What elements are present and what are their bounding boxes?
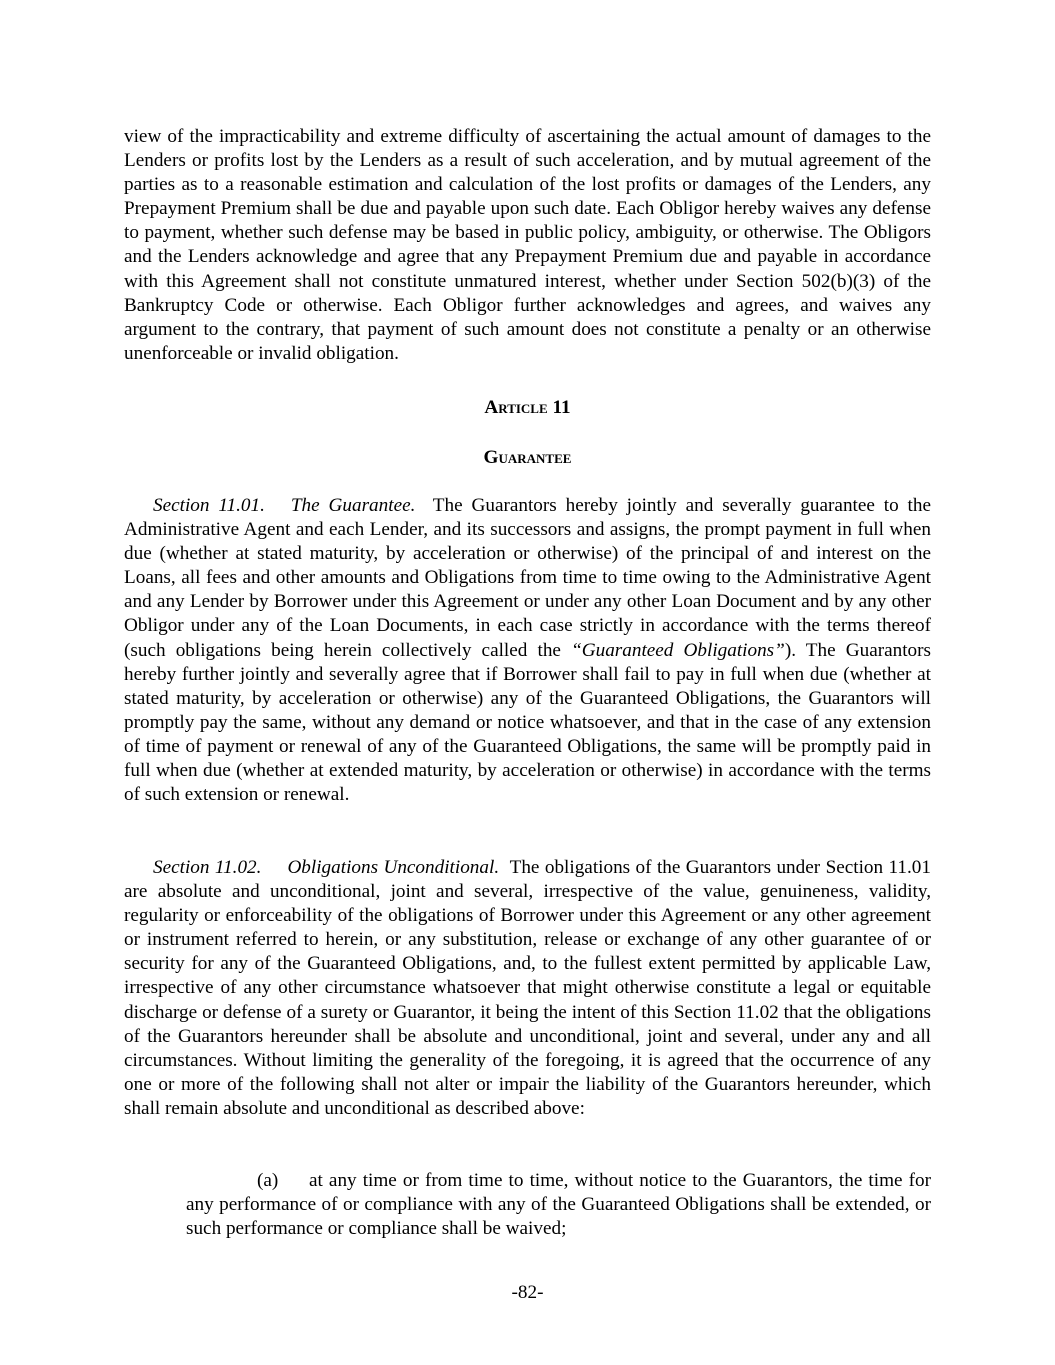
section-11-01-text-a: The Guarantors hereby jointly and severally guarantee to the Administrative Agent and each Lender, and its successors and assigns, the prompt payment in full when due (whether at stated maturity, by acceleration or otherwise) of the principal of and interest on the Loans, all fees and other amounts and Obligations from time to time owing to the Administrative Agent and any Lender by Borrower under this Agreement or under any other Loan Document and by any other Obligor under any of the Loan Documents, in each case strictly in accordance with the terms thereof (such obligations being herein collectively called the: [124, 495, 932, 661]
section-11-01-title: The Guarantee.: [290, 495, 416, 516]
subitem-a: [186, 1169, 931, 1241]
article-title: Guarantee: [483, 447, 572, 468]
intro-paragraph-text: view of the impracticability and extreme difficulty of ascertaining the actual amount of damages to the Lenders or profits lost by the Lenders as a result of such acceleration, and by mutual agreement of the parties as to a reasonable estimation and calculation of the lost profits or damages of the Lenders, any Prepayment Premium shall be due and payable upon such date. Each Obligor hereby waives any defense to payment, whether such defense may be based in public policy, ambiguity, or otherwise. The Obligors and the Lenders acknowledge and agree that any Prepayment Premium due and payable in accordance with this Agreement shall not constitute unmatured interest, whether under Section 502(b)(3) of the Bankruptcy Code or otherwise. Each Obligor further acknowledges and agrees, and waives any argument to the contrary, that payment of such amount does not constitute a penalty or an otherwise unenforceable or invalid obligation.: [124, 126, 931, 364]
section-11-01-number: Section 11.01.: [153, 495, 265, 516]
intro-paragraph: [124, 125, 931, 366]
subitem-a-label: (a): [257, 1170, 279, 1191]
subitem-a-text: at any time or from time to time, without notice to the Guarantors, the time for any performance of or compliance with any of the Guaranteed Obligations shall be extended, or such performance or compliance shall be waived;: [186, 1170, 931, 1240]
section-11-02-title: Obligations Unconditional.: [287, 857, 500, 878]
article-heading: Article 11: [484, 397, 571, 418]
section-11-02-text: The obligations of the Guarantors under Section 11.01 are absolute and unconditional, joint and several, irrespective of the value, genuineness, validity, regularity or enforceability of the obligations of Borrower under this Agreement or any other agreement or instrument referred to herein, or any substitution, release or exchange of any other guarantee of or security for any of the Guaranteed Obligations, and, to the fullest extent permitted by applicable Law, irrespective of any other circumstance whatsoever that might otherwise constitute a legal or equitable discharge or defense of a surety or Guarantor, it being the intent of this Section 11.02 that the obligations of the Guarantors hereunder shall be absolute and unconditional, joint and several, under any and all circumstances. Without limiting the generality of the foregoing, it is agreed that the occurrence of any one or more of the following shall not alter or impair the liability of the Guarantors hereunder, which shall remain absolute and unconditional as described above:: [124, 857, 931, 1119]
section-11-01: [124, 494, 931, 807]
section-11-02-number: Section 11.02.: [153, 857, 262, 878]
section-11-02: [124, 856, 931, 1121]
defined-term-guaranteed-obligations: “Guaranteed Obligations”: [571, 639, 785, 661]
page-number: -82-: [511, 1282, 544, 1303]
section-11-01-text-b: ). The Guarantors hereby further jointly and severally agree that if Borrower shall fail to pay in full when due (whether at stated maturity, by acceleration or otherwise) any of the Guaranteed Obligations, the Guarantors will promptly pay the same, without any demand or notice whatsoever, and that in the case of any extension of time of payment or renewal of any of the Guaranteed Obligations, the same will be promptly paid in full when due (whether at extended maturity, by acceleration or otherwise) in accordance with the terms of such extension or renewal.: [124, 639, 932, 806]
